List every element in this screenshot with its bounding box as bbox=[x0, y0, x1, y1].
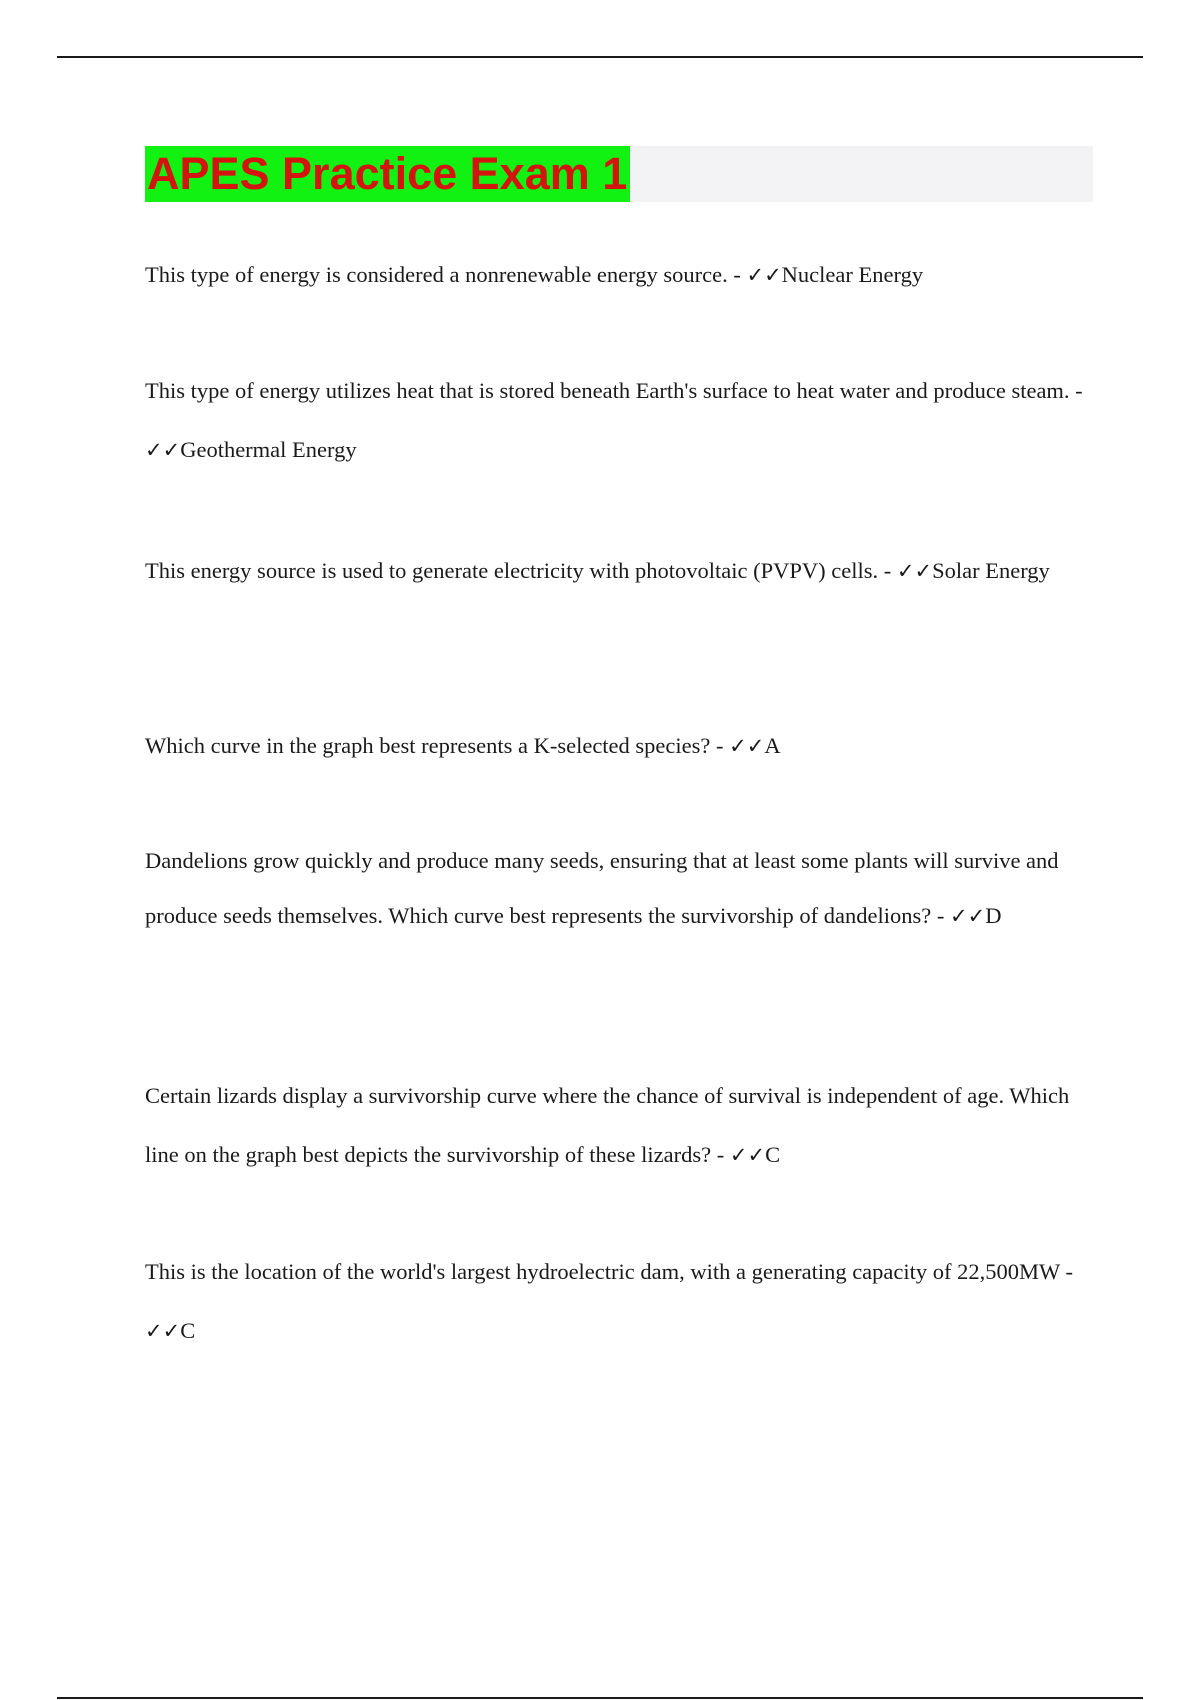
qa-item-3 bbox=[145, 541, 1095, 601]
double-check-icon: ✓✓ bbox=[729, 734, 765, 758]
document-title: APES Practice Exam 1 bbox=[145, 146, 630, 202]
double-check-icon: ✓✓ bbox=[949, 904, 986, 928]
double-check-icon: ✓✓ bbox=[729, 1143, 766, 1167]
answer-text: C bbox=[180, 1318, 196, 1343]
qa-item-2 bbox=[145, 361, 1095, 480]
top-rule bbox=[57, 56, 1143, 58]
qa-item-6 bbox=[145, 1066, 1095, 1185]
answer-text: D bbox=[985, 903, 1002, 928]
answer-text: Nuclear Energy bbox=[781, 262, 924, 287]
question-text: This is the location of the world's largest hydroelectric dam, with a generating capacity of 22,500MW - bbox=[145, 1259, 1073, 1284]
qa-item-7 bbox=[145, 1242, 1095, 1361]
qa-item-1 bbox=[145, 245, 1095, 305]
question-text: This energy source is used to generate electricity with photovoltaic (PVPV) cells. - bbox=[145, 558, 897, 583]
answer-text: A bbox=[764, 733, 781, 758]
answer-text: Solar Energy bbox=[932, 558, 1050, 583]
question-text: This type of energy utilizes heat that is stored beneath Earth's surface to heat water and produce steam. - bbox=[145, 378, 1083, 403]
question-text: This type of energy is considered a nonrenewable energy source. - bbox=[145, 262, 747, 287]
question-text: Which curve in the graph best represents a K-selected species? - bbox=[145, 733, 730, 758]
double-check-icon: ✓✓ bbox=[145, 1319, 181, 1343]
double-check-icon: ✓✓ bbox=[896, 559, 933, 583]
double-check-icon: ✓✓ bbox=[145, 438, 181, 462]
bottom-rule bbox=[57, 1697, 1143, 1699]
qa-item-4 bbox=[145, 716, 1095, 776]
question-text: Dandelions grow quickly and produce many seeds, ensuring that at least some plants will survive and produce seeds themselves. Which curve best represents the survivorship of dandelions? - bbox=[145, 848, 1059, 928]
double-check-icon: ✓✓ bbox=[746, 263, 782, 287]
question-text: Certain lizards display a survivorship curve where the chance of survival is independent of age. Which line on the graph best depicts the survivorship of these lizards? - bbox=[145, 1083, 1070, 1167]
answer-text: Geothermal Energy bbox=[180, 437, 357, 462]
qa-item-5 bbox=[145, 833, 1095, 944]
answer-text: C bbox=[765, 1142, 781, 1167]
